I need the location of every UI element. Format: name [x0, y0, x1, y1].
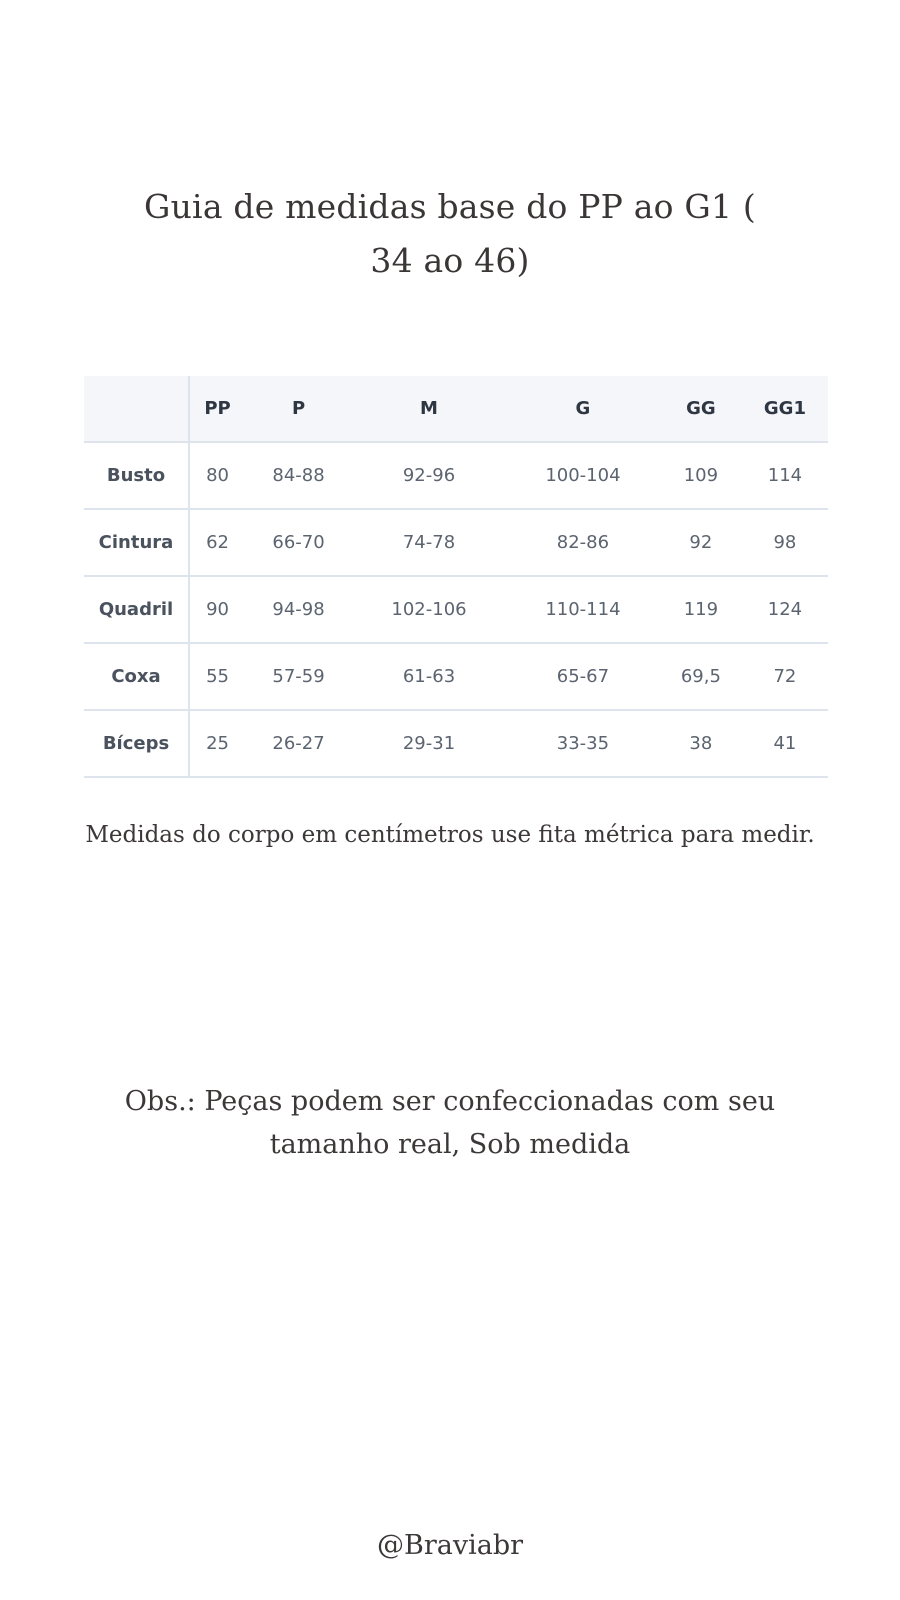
observation-text: Obs.: Peças podem ser confeccionadas com seu tamanho real, Sob medida: [124, 1086, 776, 1160]
table-cell: 109: [660, 442, 742, 509]
table-cell: 124: [742, 576, 828, 643]
measurement-note: Medidas do corpo em centímetros use fita métrica para medir.: [85, 822, 815, 848]
table-cell: 26-27: [245, 710, 352, 777]
table-cell: 98: [742, 509, 828, 576]
table-cell: 41: [742, 710, 828, 777]
table-cell: 110-114: [506, 576, 660, 643]
table-cell: 25: [189, 710, 245, 777]
table-cell: 92: [660, 509, 742, 576]
table-cell: 90: [189, 576, 245, 643]
table-cell: 55: [189, 643, 245, 710]
table-cell: 84-88: [245, 442, 352, 509]
table-cell: 82-86: [506, 509, 660, 576]
table-cell: 33-35: [506, 710, 660, 777]
table-cell: 29-31: [352, 710, 506, 777]
table-header-row: [84, 376, 828, 442]
table-cell: 94-98: [245, 576, 352, 643]
table-row: [84, 710, 828, 777]
column-header: P: [245, 376, 352, 442]
table-cell: 114: [742, 442, 828, 509]
column-header: GG: [660, 376, 742, 442]
table-corner-cell: [84, 376, 189, 442]
table-cell: 119: [660, 576, 742, 643]
table-cell: 74-78: [352, 509, 506, 576]
table-cell: 65-67: [506, 643, 660, 710]
row-label: Busto: [84, 442, 189, 509]
table-row: [84, 442, 828, 509]
table-cell: 69,5: [660, 643, 742, 710]
table-row: [84, 576, 828, 643]
size-table: [84, 376, 828, 778]
table-cell: 66-70: [245, 509, 352, 576]
page-title: Guia de medidas base do PP ao G1 ( 34 ao 46): [144, 187, 756, 280]
row-label: Coxa: [84, 643, 189, 710]
table-cell: 38: [660, 710, 742, 777]
table-cell: 62: [189, 509, 245, 576]
table-cell: 80: [189, 442, 245, 509]
table-cell: 61-63: [352, 643, 506, 710]
table-row: [84, 643, 828, 710]
row-label: Bíceps: [84, 710, 189, 777]
instagram-handle: @Braviabr: [376, 1530, 524, 1561]
table-cell: 72: [742, 643, 828, 710]
row-label: Cintura: [84, 509, 189, 576]
column-header: G: [506, 376, 660, 442]
column-header: PP: [189, 376, 245, 442]
column-header: GG1: [742, 376, 828, 442]
column-header: M: [352, 376, 506, 442]
table-row: [84, 509, 828, 576]
row-label: Quadril: [84, 576, 189, 643]
table-cell: 100-104: [506, 442, 660, 509]
table-cell: 92-96: [352, 442, 506, 509]
table-cell: 57-59: [245, 643, 352, 710]
table-cell: 102-106: [352, 576, 506, 643]
